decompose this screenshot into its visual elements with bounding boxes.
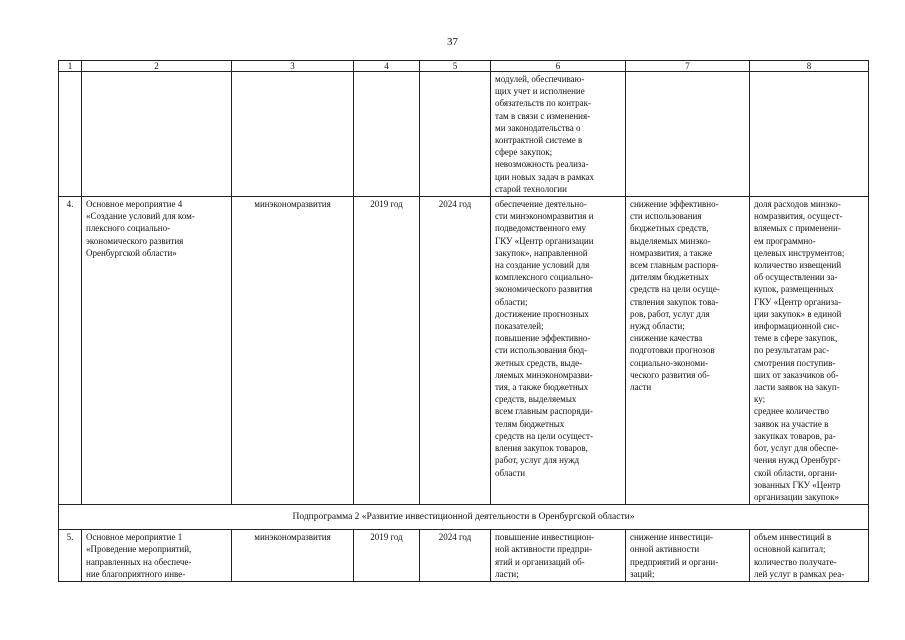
empty-cell	[82, 72, 232, 197]
table-row-continued	[59, 72, 869, 197]
indicators: доля расходов минэко- номразвития, осущест- вляемых с применени- ем программно- целевых инструментов; количество извещений об осуществлении за- купок, размещенных ГКУ «Центр организа- ции закупок» в единой информационной сис- теме в сфере закупок, по результатам рас- смотрения поступив- ших от заказчиков об- ласти заявок на закуп- ку; среднее количество заявок на участие в закупках товаров, ра- бот, услуг для обеспе- чения нужд Оренбург- ской области, органи- зованных ГКУ «Центр организации закупок»	[750, 197, 869, 505]
header-cell: 3	[232, 61, 354, 72]
header-cell: 1	[59, 61, 82, 72]
header-cell: 7	[626, 61, 750, 72]
start-year: 2019 год	[354, 530, 420, 582]
page-number: 37	[447, 36, 458, 48]
expected-result: повышение инвестицион- ной активности предпри- ятий и организаций об- ласти;	[491, 530, 626, 582]
consequences: снижение эффективно- сти использования бюджетных средств, выделяемых минэко- номразвития, а также всем главным распоря- дителям бюджетных средств на цели осуще- ствления закупок това- ров, работ, услуг для нужд области; снижение качества подготовки прогнозов социально-экономи- ческого развития об- ласти	[626, 197, 750, 505]
end-year: 2024 год	[420, 197, 491, 505]
empty-cell	[626, 72, 750, 197]
indicators: объем инвестиций в основной капитал; количество получате- лей услуг в рамках реа-	[750, 530, 869, 582]
header-cell: 8	[750, 61, 869, 72]
expected-result: обеспечение деятельно- сти минэкономразвития и подведомственного ему ГКУ «Центр организации закупок», направленной на создание условий для комплексного социально- экономического развития области; достижение прогнозных показателей; повышение эффективно- сти использования бюд- жетных средств, выде- ляемых минэкономразви- тия, а также бюджетных средств, выделяемых всем главным распоряди- телям бюджетных средств на цели осущест- вления закупок товаров, работ, услуг для нужд области	[491, 197, 626, 505]
empty-cell	[232, 72, 354, 197]
header-cell: 2	[82, 61, 232, 72]
column-number-row	[59, 61, 869, 72]
header-cell: 5	[420, 61, 491, 72]
consequences: снижение инвестици- онной активности предприятий и органи- заций;	[626, 530, 750, 582]
program-table	[58, 60, 869, 582]
empty-cell	[354, 72, 420, 197]
activity-name: Основное мероприятие 4 «Создание условий для ком- плексного социально- экономического развития Оренбургской области»	[82, 197, 232, 505]
header-cell: 4	[354, 61, 420, 72]
activity-name: Основное мероприятие 1 «Проведение мероприятий, направленных на обеспече- ние благоприятного инве-	[82, 530, 232, 582]
table-row-5	[59, 530, 869, 582]
subprogram-row	[59, 505, 869, 530]
subprogram-title: Подпрограмма 2 «Развитие инвестиционной деятельности в Оренбургской области»	[59, 505, 869, 530]
result-cell: модулей, обеспечиваю- щих учет и исполнение обязательств по контрак- там в связи с изменения- ми законодательства о контрактной системе в сфере закупок; невозможность реализа- ции новых задач в рамках старой технологии	[491, 72, 626, 197]
empty-cell	[420, 72, 491, 197]
row-number: 5.	[59, 530, 82, 582]
end-year: 2024 год	[420, 530, 491, 582]
row-number: 4.	[59, 197, 82, 505]
empty-cell	[59, 72, 82, 197]
start-year: 2019 год	[354, 197, 420, 505]
empty-cell	[750, 72, 869, 197]
header-cell: 6	[491, 61, 626, 72]
executor: минэкономразвития	[232, 197, 354, 505]
executor: минэкономразвития	[232, 530, 354, 582]
table-row-4	[59, 197, 869, 505]
